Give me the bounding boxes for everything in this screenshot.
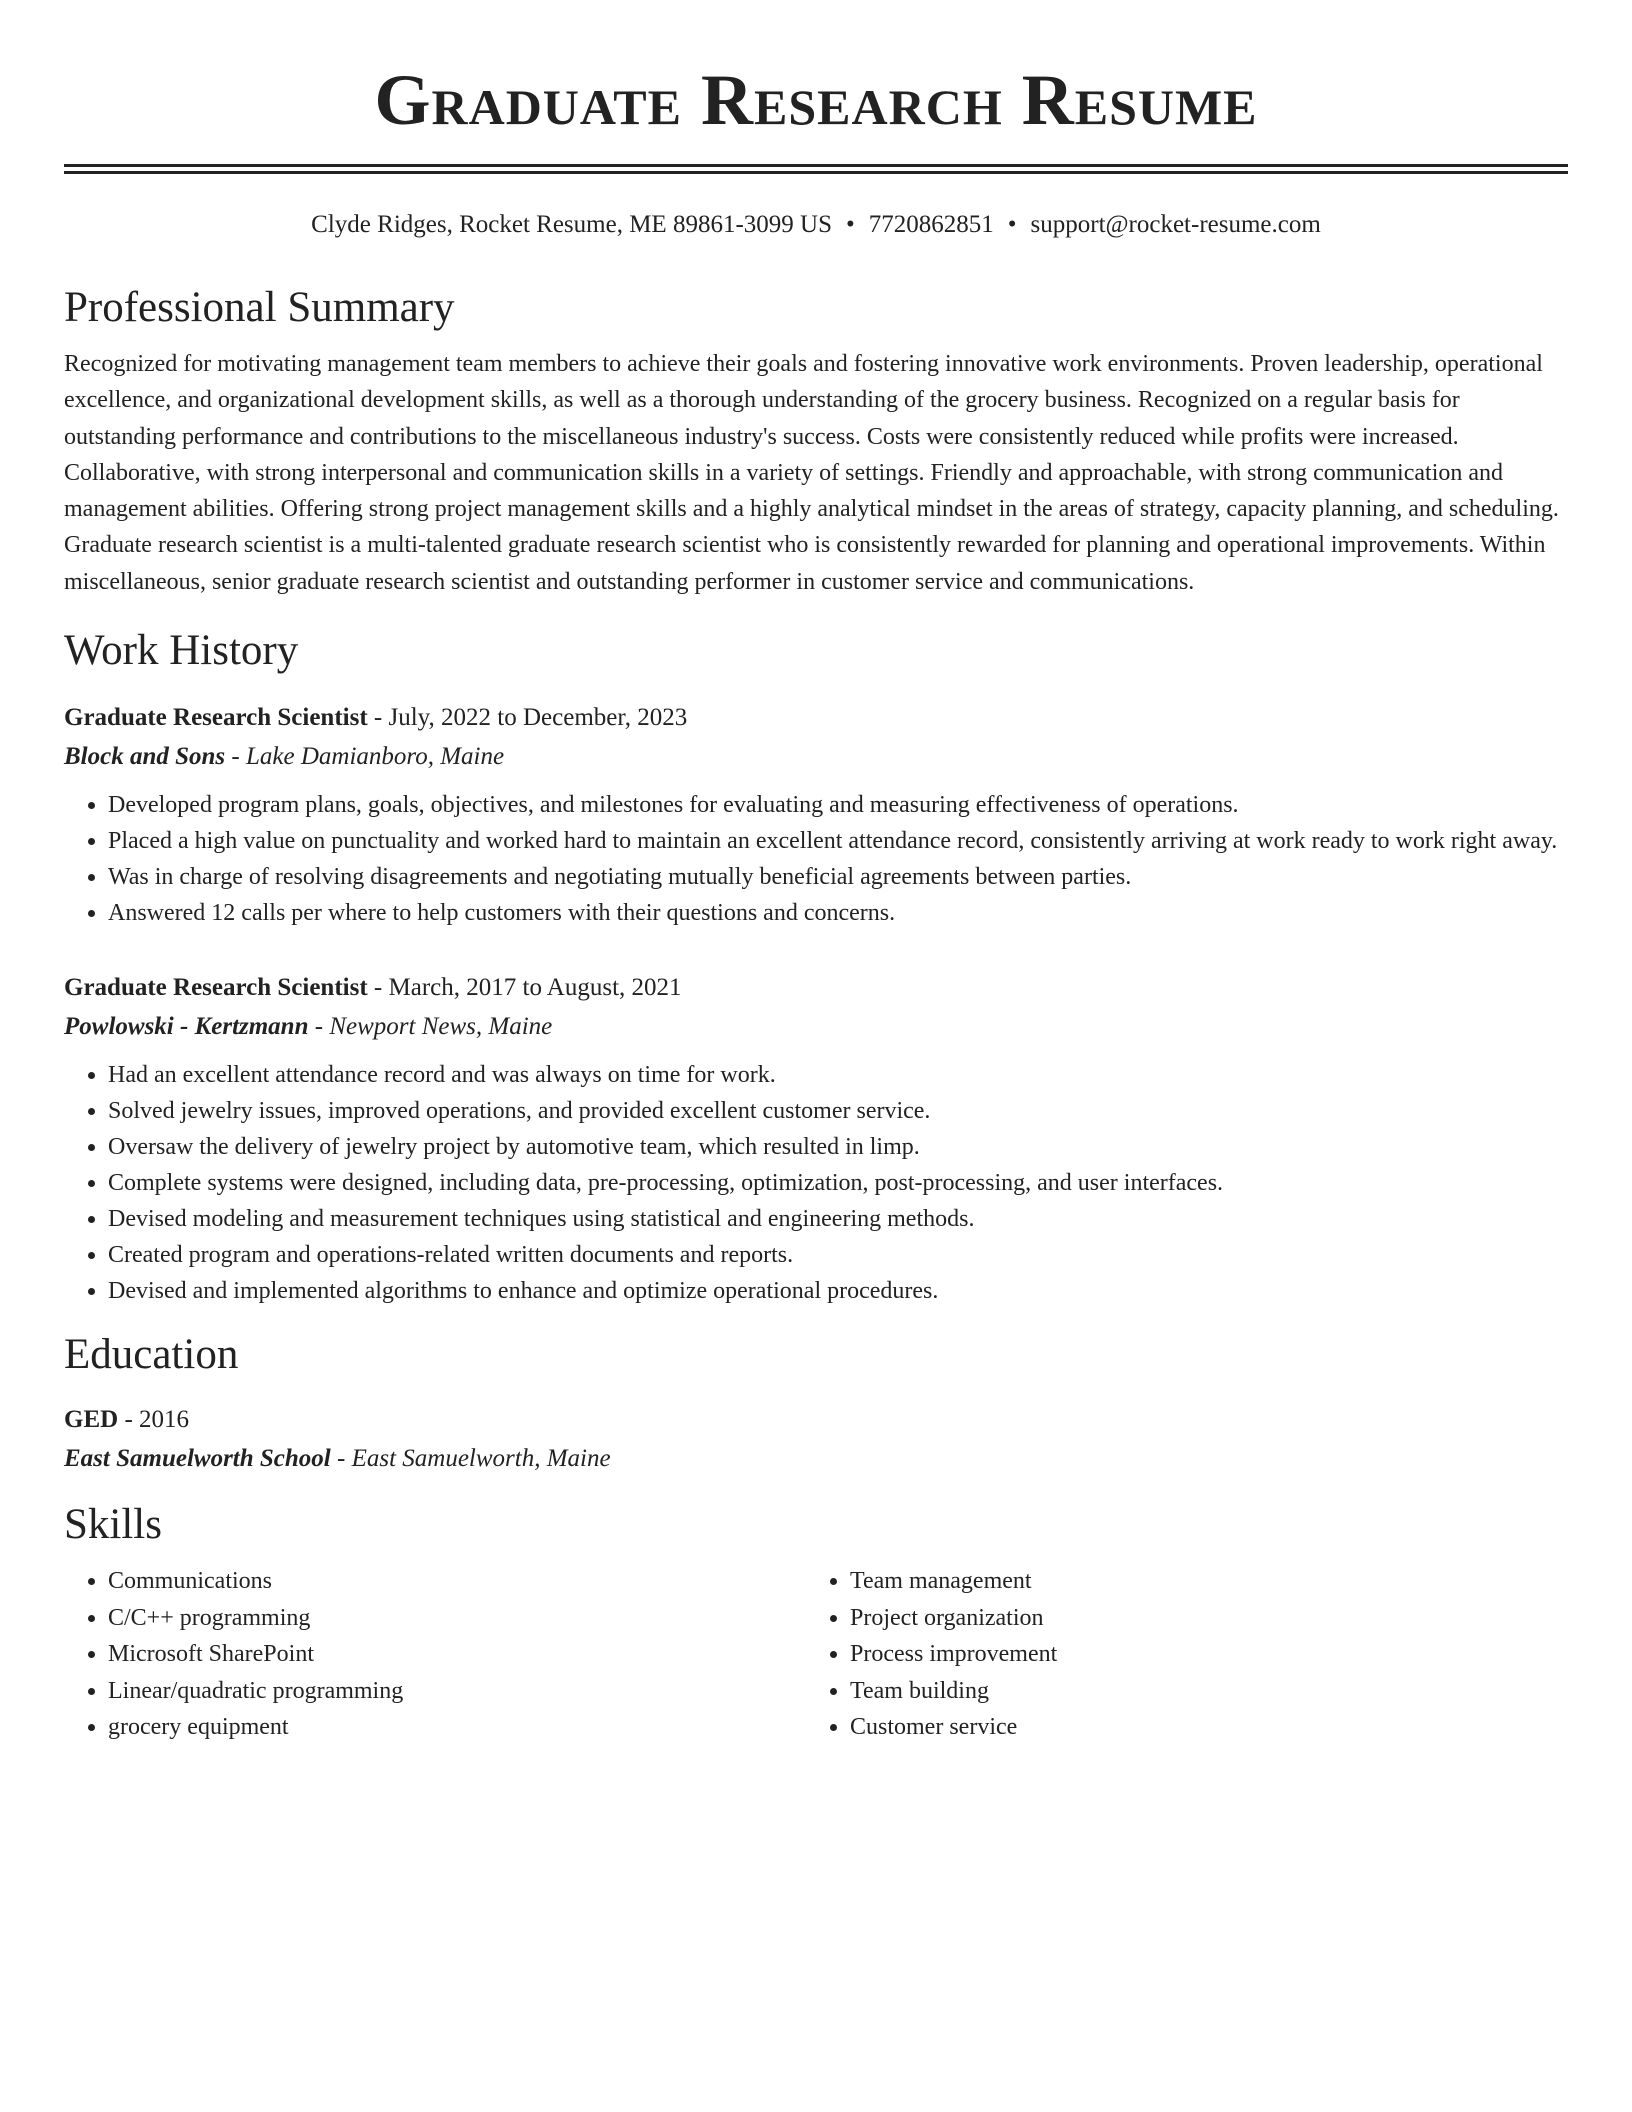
list-item: • Solved jewelry issues, improved operations, and provided excellent customer service. [108, 1093, 1568, 1129]
degree: GED [64, 1406, 119, 1434]
contact-email: support@rocket-resume.com [1030, 211, 1321, 238]
skills-grid [64, 1563, 1568, 1746]
degree-line [64, 1401, 1568, 1439]
employer-line [64, 737, 1568, 777]
school-line [64, 1439, 1568, 1479]
skills-heading: Skills [64, 1501, 162, 1549]
list-item: • Process improvement [850, 1636, 1548, 1673]
list-item: • Team management [850, 1563, 1548, 1600]
list-item: • grocery equipment [108, 1709, 806, 1746]
job-title-line [64, 699, 1568, 737]
summary-text: Recognized for motivating management team members to achieve their goals and fostering innovative work environments. Proven leadership, operational excellence, and organizational development skills, as well as a thorough understanding of the grocery business. Recognized on a regular basis for outstanding performance and contributions to the miscellaneous industry's success. Costs were consistently reduced while profits were increased. Collaborative, with strong interpersonal and communication skills in a variety of settings. Friendly and approachable, with strong communication and management abilities. Offering strong project management skills and a highly analytical mindset in the areas of strategy, capacity planning, and scheduling. Graduate research scientist is a multi-talented graduate research scientist who is consistently rewarded for planning and operational improvements. Within miscellaneous, senior graduate research scientist and outstanding performer in customer service and communications. [64, 351, 1559, 595]
job-title-line [64, 969, 1568, 1007]
list-item: • Team building [850, 1673, 1548, 1710]
list-item: • Complete systems were designed, including data, pre-processing, optimization, post-processing, and user interfaces. [108, 1165, 1568, 1201]
contact-separator: • [1007, 211, 1017, 238]
summary-heading: Professional Summary [64, 284, 455, 331]
contact-phone: 7720862851 [868, 211, 994, 238]
work-history-heading: Work History [64, 627, 299, 675]
list-item: • Oversaw the delivery of jewelry project by automotive team, which resulted in limp. [108, 1129, 1568, 1165]
contact-line [64, 208, 1568, 242]
list-item: • Project organization [850, 1600, 1548, 1637]
list-item: • Devised modeling and measurement techniques using statistical and engineering methods. [108, 1201, 1568, 1237]
job-dates: - July, 2022 to December, 2023 [367, 704, 688, 732]
skills-list [806, 1563, 1548, 1746]
list-item: • Customer service [850, 1709, 1548, 1746]
list-item: • C/C++ programming [108, 1600, 806, 1637]
list-item: • Created program and operations-related written documents and reports. [108, 1237, 1568, 1273]
skills-column-right [806, 1563, 1548, 1746]
list-item: • Developed program plans, goals, objectives, and milestones for evaluating and measuring effectiveness of operations. [108, 787, 1568, 823]
job-dates: - March, 2017 to August, 2021 [367, 974, 682, 1002]
list-item: • Linear/quadratic programming [108, 1673, 806, 1710]
summary-section [64, 282, 1568, 600]
list-item: • Microsoft SharePoint [108, 1636, 806, 1673]
list-item: • Was in charge of resolving disagreements and negotiating mutually beneficial agreements between parties. [108, 859, 1568, 895]
education-section [64, 1329, 1568, 1479]
education-heading: Education [64, 1331, 239, 1379]
contact-address: Clyde Ridges, Rocket Resume, ME 89861-3099 US [311, 211, 832, 238]
job-title: Graduate Research Scientist [64, 704, 368, 732]
work-history-section [64, 625, 1568, 1309]
job-bullets [64, 1057, 1568, 1309]
school-name: East Samuelworth School [64, 1445, 331, 1473]
resume-title: Graduate Research Resume [374, 60, 1258, 140]
education-entry [64, 1401, 1568, 1479]
list-item: • Placed a high value on punctuality and worked hard to maintain an excellent attendance record, consistently arriving at work ready to work right away. [108, 823, 1568, 859]
job-entry [64, 969, 1568, 1309]
skills-list [64, 1563, 806, 1746]
school-location: - East Samuelworth, Maine [330, 1445, 611, 1473]
skills-section [64, 1499, 1568, 1746]
degree-year: - 2016 [118, 1406, 190, 1434]
employer-line [64, 1007, 1568, 1047]
list-item: • Answered 12 calls per where to help customers with their questions and concerns. [108, 895, 1568, 931]
employer-name: Powlowski - Kertzmann [64, 1013, 309, 1041]
list-item: • Communications [108, 1563, 806, 1600]
job-title: Graduate Research Scientist [64, 974, 368, 1002]
job-bullets [64, 787, 1568, 931]
employer-location: - Newport News, Maine [308, 1013, 553, 1041]
job-entry [64, 699, 1568, 931]
title-double-rule [64, 164, 1568, 174]
list-item: • Had an excellent attendance record and was always on time for work. [108, 1057, 1568, 1093]
employer-name: Block and Sons [64, 743, 226, 771]
employer-location: - Lake Damianboro, Maine [225, 743, 505, 771]
list-item: • Devised and implemented algorithms to enhance and optimize operational procedures. [108, 1273, 1568, 1309]
contact-separator: • [845, 211, 855, 238]
resume-page [64, 0, 1568, 1746]
skills-column-left [64, 1563, 806, 1746]
